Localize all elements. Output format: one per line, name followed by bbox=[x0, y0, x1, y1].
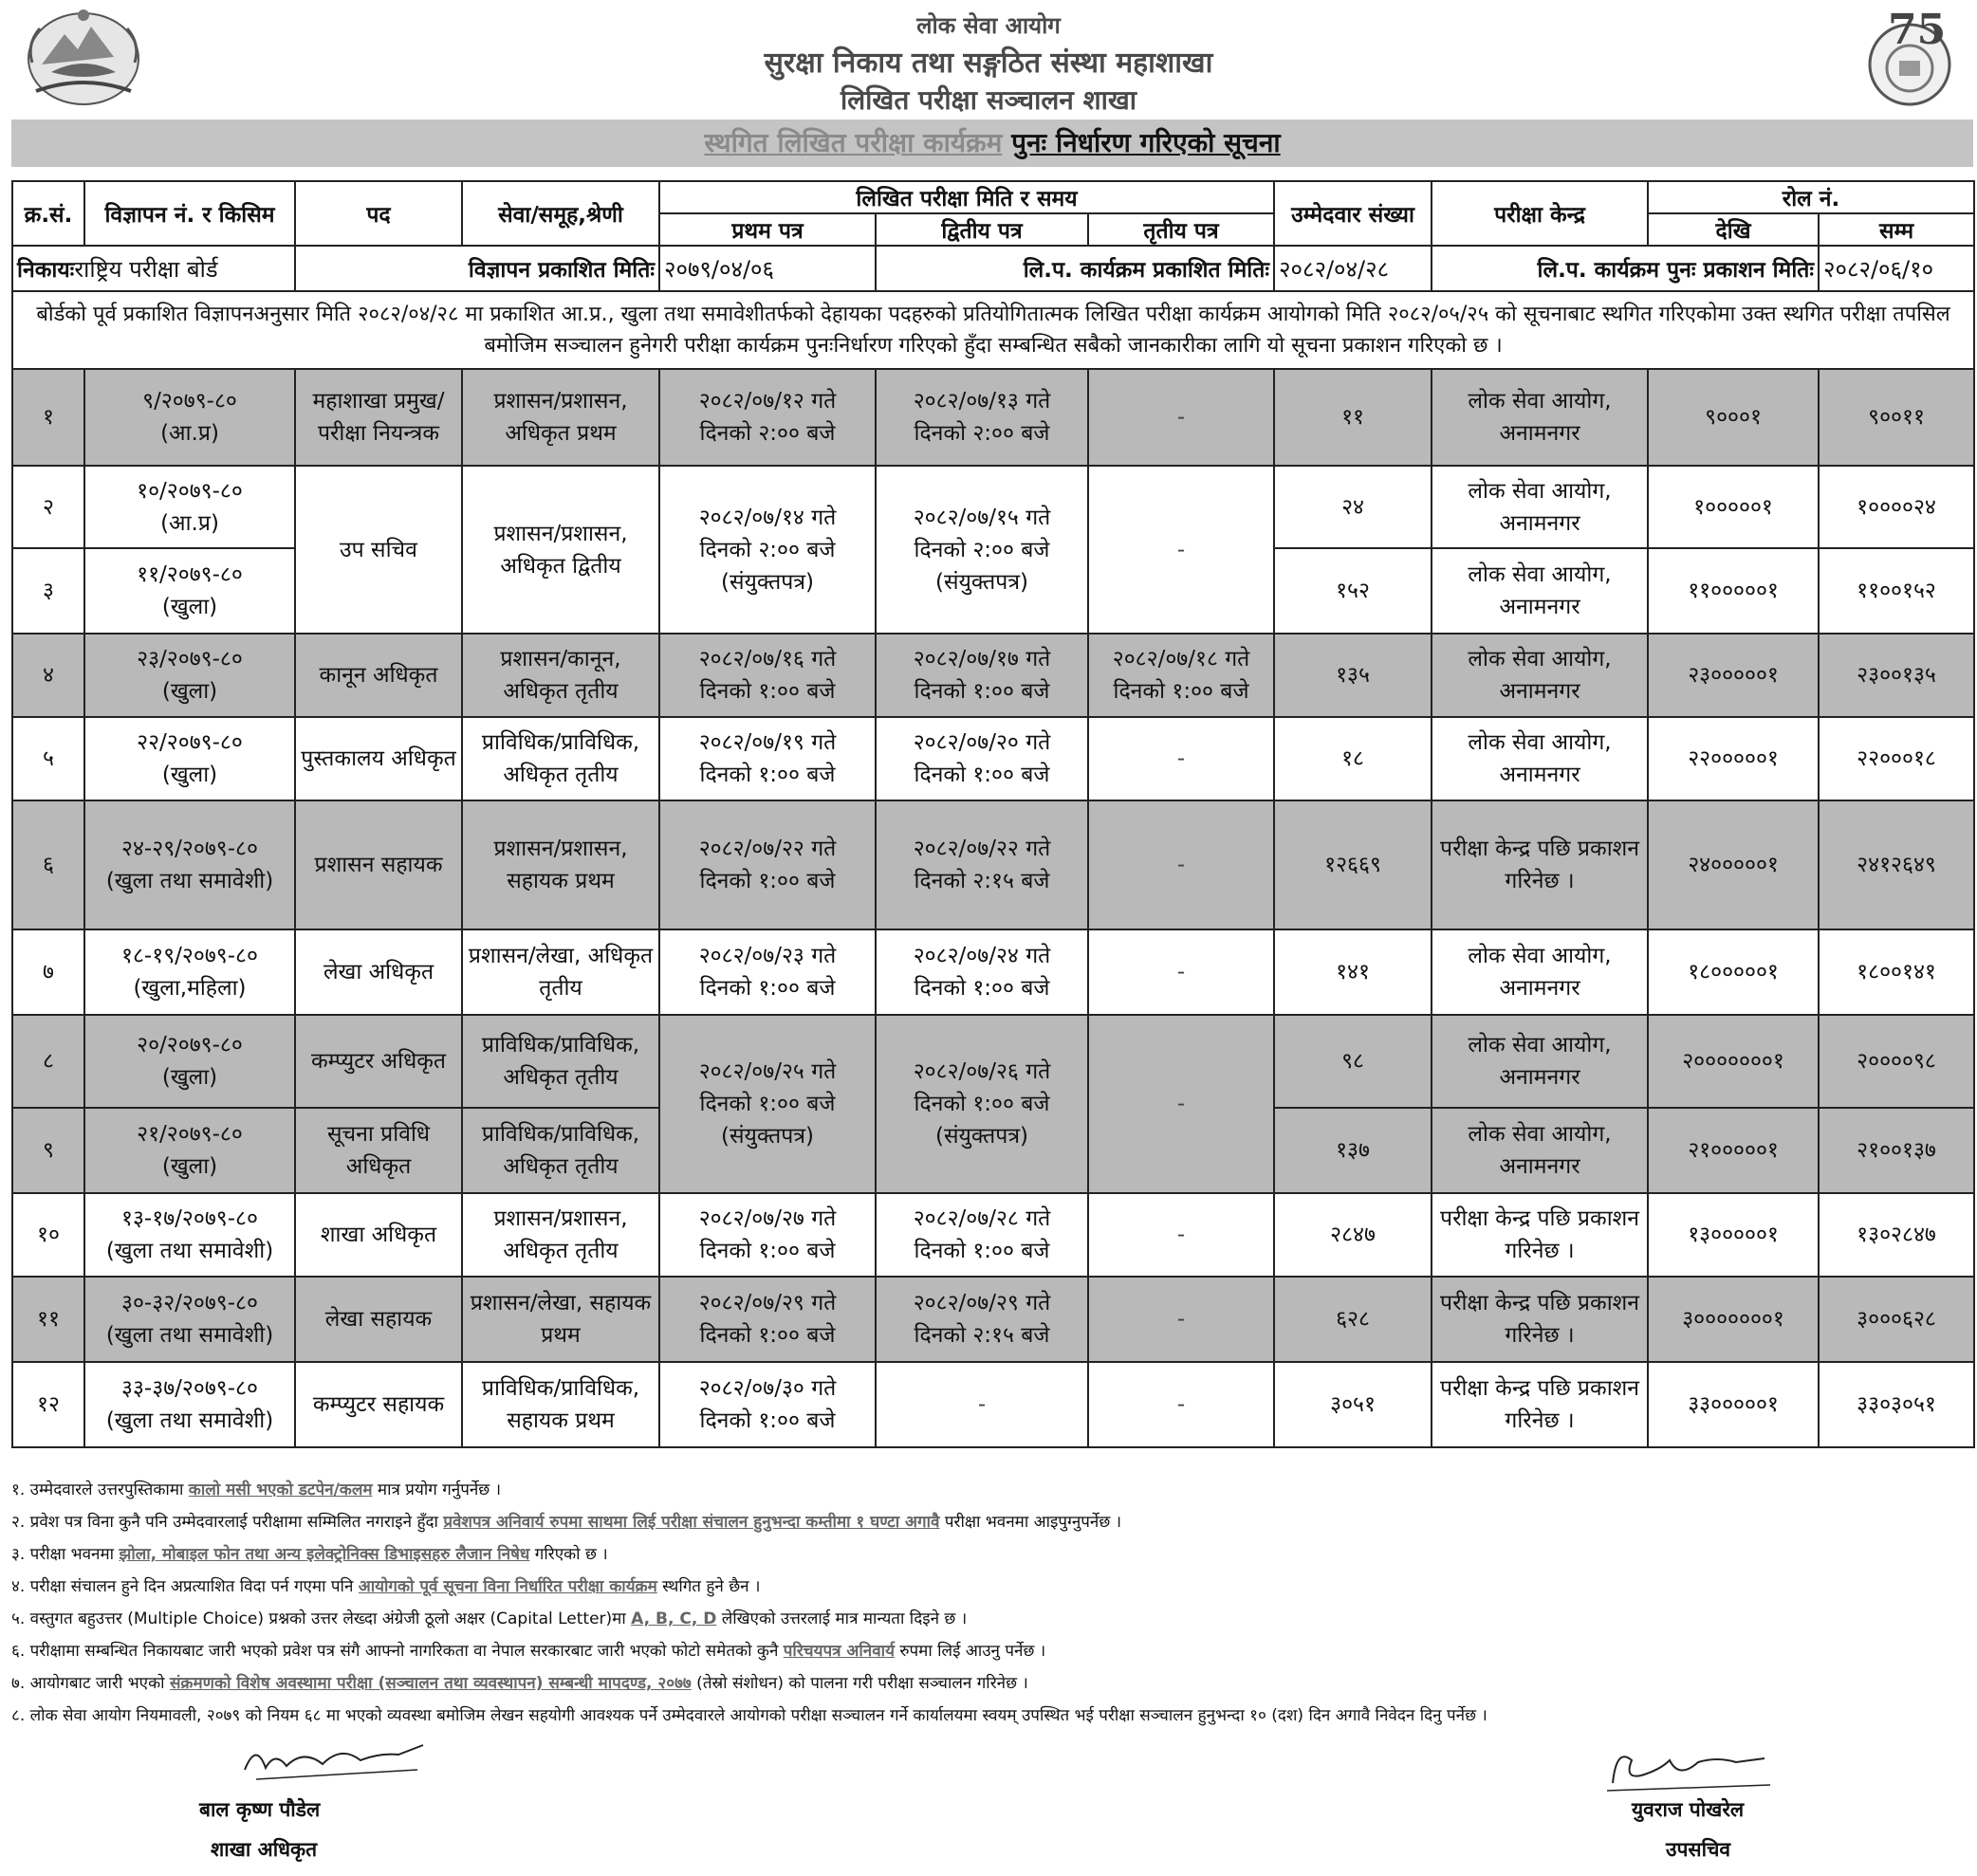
cell-center: लोक सेवा आयोग, अनामनगर bbox=[1432, 369, 1648, 466]
paper-time: दिनको १:०० बजे bbox=[914, 1239, 1050, 1263]
cell-count: २८४७ bbox=[1274, 1193, 1432, 1277]
cell-service: प्रशासन/लेखा, सहायक प्रथम bbox=[462, 1277, 659, 1362]
paper-time: दिनको १:०० बजे bbox=[699, 1408, 836, 1433]
signer-right-name: युवराज पोखरेल bbox=[1632, 1798, 1745, 1821]
cell-service: प्रशासन/प्रशासन, अधिकृत प्रथम bbox=[462, 369, 659, 466]
col-center: परीक्षा केन्द्र bbox=[1432, 181, 1648, 246]
cell-paper3: - bbox=[1088, 929, 1274, 1015]
paper-time: दिनको २:१५ बजे bbox=[914, 869, 1050, 893]
paper-date: २०८२/०७/१२ गते bbox=[698, 389, 837, 414]
cell-roll-to: २२०००१८ bbox=[1819, 717, 1974, 800]
cell-center: लोक सेवा आयोग, अनामनगर bbox=[1432, 548, 1648, 634]
adv-no: ३३-३७/२०७९-८० bbox=[121, 1376, 258, 1401]
cell-adv bbox=[84, 800, 295, 929]
cell-roll-from: १०००००१ bbox=[1648, 466, 1819, 548]
cell-post: लेखा सहायक bbox=[295, 1277, 462, 1362]
note-item: ५. वस्तुगत बहुउत्तर (Multiple Choice) प्रश्नको उत्तर लेख्दा अंग्रेजी ठूलो अक्षर (Capital Letter)मा A, B, C, D लेखिएको उत्तरलाई मात्र मान्यता दिइने छ । bbox=[11, 1609, 968, 1628]
cell-service: प्रशासन/प्रशासन, अधिकृत तृतीय bbox=[462, 1193, 659, 1277]
paper-time: दिनको १:०० बजे bbox=[699, 1323, 836, 1348]
cell-roll-to: २००००९८ bbox=[1819, 1015, 1974, 1108]
cell-sn: ७ bbox=[12, 929, 84, 1015]
cell-paper2 bbox=[876, 800, 1088, 929]
cell-center: परीक्षा केन्द्र पछि प्रकाशन गरिनेछ । bbox=[1432, 1193, 1648, 1277]
cell-roll-from: २४०००००१ bbox=[1648, 800, 1819, 929]
section-name: लिखित परीक्षा सञ्चालन शाखा bbox=[840, 84, 1137, 116]
adv-no: २१/२०७९-८० bbox=[137, 1122, 243, 1147]
paper-date: २०८२/०७/२३ गते bbox=[698, 944, 837, 968]
cell-center: लोक सेवा आयोग, अनामनगर bbox=[1432, 717, 1648, 800]
paper-date: २०८२/०७/२५ गते bbox=[698, 1059, 837, 1084]
cell-paper1 bbox=[659, 634, 876, 717]
paper-time: दिनको १:०० बजे bbox=[699, 869, 836, 893]
paper-date: २०८२/०७/२९ गते bbox=[698, 1291, 837, 1315]
note-item: २. प्रवेश पत्र विना कुनै पनि उम्मेदवारलाई परीक्षामा सम्मिलित नगराइने हुँदा प्रवेशपत्र अनिवार्य रुपमा साथमा लिई परीक्षा संचालन हुनुभन्दा कम्तीमा १ घण्टा अगावै परीक्षा भवनमा आइपुग्नुपर्नेछ । bbox=[11, 1513, 1122, 1532]
adv-no: १३-१७/२०७९-८० bbox=[121, 1206, 258, 1231]
paper-date: २०८२/०७/२४ गते bbox=[913, 944, 1051, 968]
cell-post: कम्प्युटर सहायक bbox=[295, 1362, 462, 1447]
table-row bbox=[12, 1015, 1974, 1108]
paper-date: २०८२/०७/१४ गते bbox=[698, 505, 837, 530]
cell-roll-to: १८००१४१ bbox=[1819, 929, 1974, 1015]
paper-time: दिनको २:१५ बजे bbox=[914, 1323, 1050, 1348]
cell-count: ६२८ bbox=[1274, 1277, 1432, 1362]
cell-paper1 bbox=[659, 1277, 876, 1362]
paper-date: २०८२/०७/२६ गते bbox=[913, 1059, 1051, 1084]
cell-paper3: - bbox=[1088, 800, 1274, 929]
cell-adv bbox=[84, 369, 295, 466]
col-paper3: तृतीय पत्र bbox=[1088, 213, 1274, 246]
adv-type: (खुला तथा समावेशी) bbox=[105, 869, 274, 893]
table-row bbox=[12, 1277, 1974, 1362]
paper-time: दिनको १:०० बजे bbox=[699, 763, 836, 787]
cell-paper3: - bbox=[1088, 466, 1274, 634]
paper-time: दिनको १:०० बजे bbox=[1113, 679, 1249, 704]
cell-post: शाखा अधिकृत bbox=[295, 1193, 462, 1277]
cell-roll-from: १८०००००१ bbox=[1648, 929, 1819, 1015]
adv-no: २३/२०७९-८० bbox=[137, 647, 243, 671]
paper-note: (संयुक्तपत्र) bbox=[720, 1124, 815, 1149]
col-count: उम्मेदवार संख्या bbox=[1274, 181, 1432, 246]
cell-count: १८ bbox=[1274, 717, 1432, 800]
col-roll-to: सम्म bbox=[1819, 213, 1974, 246]
col-paper1: प्रथम पत्र bbox=[659, 213, 876, 246]
table-row bbox=[12, 800, 1974, 929]
col-paper2: द्वितीय पत्र bbox=[876, 213, 1088, 246]
note-item: ८. लोक सेवा आयोग नियमावली, २०७९ को नियम ६८ मा भएको व्यवस्था बमोजिम लेखन सहयोगी आवश्यक पर्ने उम्मेदवारले आयोगको परीक्षा सञ्चालन गर्ने कार्यालयमा स्वयम् उपस्थित भई परीक्षा सञ्चालन हुनुभन्दा १० (दश) दिन अगावै निवेदन दिनु पर्नेछ । bbox=[11, 1706, 1487, 1725]
note-item: ६. परीक्षामा सम्बन्धित निकायबाट जारी भएको प्रवेश पत्र संगै आफ्नो नागरिकता वा नेपाल सरकारबाट जारी भएको फोटो समेतको कुनै परिचयपत्र अनिवार्य रुपमा लिई आउनु पर्नेछ । bbox=[11, 1642, 1046, 1661]
ad-date-label: विज्ञापन प्रकाशित मितिः bbox=[295, 246, 659, 291]
cell-roll-from: ३०००००००१ bbox=[1648, 1277, 1819, 1362]
adv-no: १८-१९/२०७९-८० bbox=[121, 944, 258, 968]
cell-center: लोक सेवा आयोग, अनामनगर bbox=[1432, 1015, 1648, 1108]
cell-service: प्राविधिक/प्राविधिक, अधिकृत तृतीय bbox=[462, 1015, 659, 1108]
paper-note: (संयुक्तपत्र) bbox=[720, 569, 815, 595]
banner-part2: पुनः निर्धारण गरिएको सूचना bbox=[1011, 127, 1281, 158]
cell-center: लोक सेवा आयोग, अनामनगर bbox=[1432, 1108, 1648, 1193]
cell-paper1 bbox=[659, 466, 876, 634]
cell-service: प्राविधिक/प्राविधिक, सहायक प्रथम bbox=[462, 1362, 659, 1447]
adv-type: (खुला,महिला) bbox=[133, 976, 247, 1001]
paper-time: दिनको १:०० बजे bbox=[914, 1092, 1050, 1116]
cell-count: १३७ bbox=[1274, 1108, 1432, 1193]
cell-paper3: - bbox=[1088, 1193, 1274, 1277]
cell-paper2 bbox=[876, 1015, 1088, 1193]
cell-count: १५२ bbox=[1274, 548, 1432, 634]
adv-type: (खुला) bbox=[161, 1154, 218, 1179]
cell-paper3: - bbox=[1088, 369, 1274, 466]
cell-paper2 bbox=[876, 717, 1088, 800]
cell-count: ९८ bbox=[1274, 1015, 1432, 1108]
cell-sn: ८ bbox=[12, 1015, 84, 1108]
paper-date: २०८२/०७/२२ गते bbox=[698, 837, 837, 861]
paper-date: २०८२/०७/१७ गते bbox=[913, 647, 1051, 671]
cell-paper3: - bbox=[1088, 717, 1274, 800]
cell-roll-to: ११००१५२ bbox=[1819, 548, 1974, 634]
cell-center: परीक्षा केन्द्र पछि प्रकाशन गरिनेछ । bbox=[1432, 1362, 1648, 1447]
cell-paper2 bbox=[876, 369, 1088, 466]
meta-row bbox=[12, 246, 1974, 291]
cell-service: प्राविधिक/प्राविधिक, अधिकृत तृतीय bbox=[462, 717, 659, 800]
paper-time: दिनको १:०० बजे bbox=[699, 1239, 836, 1263]
signature-right bbox=[1603, 1741, 1774, 1798]
notice-banner bbox=[11, 120, 1973, 167]
cell-post: प्रशासन सहायक bbox=[295, 800, 462, 929]
cell-sn: ५ bbox=[12, 717, 84, 800]
cell-paper1 bbox=[659, 1015, 876, 1193]
cell-roll-to: २४१२६४९ bbox=[1819, 800, 1974, 929]
division-name: सुरक्षा निकाय तथा सङ्गठित संस्था महाशाखा bbox=[764, 46, 1213, 80]
cell-service: प्रशासन/प्रशासन, सहायक प्रथम bbox=[462, 800, 659, 929]
adv-type: (खुला) bbox=[161, 595, 218, 619]
cell-paper1 bbox=[659, 717, 876, 800]
cell-roll-from: ११०००००१ bbox=[1648, 548, 1819, 634]
cell-count: ३०५१ bbox=[1274, 1362, 1432, 1447]
table-row bbox=[12, 634, 1974, 717]
paper-time: दिनको २:०० बजे bbox=[914, 537, 1050, 562]
cell-paper2 bbox=[876, 929, 1088, 1015]
prog-date-label: लि.प. कार्यक्रम प्रकाशित मितिः bbox=[876, 246, 1274, 291]
cell-roll-to: ३३०३०५१ bbox=[1819, 1362, 1974, 1447]
cell-service: प्राविधिक/प्राविधिक, अधिकृत तृतीय bbox=[462, 1108, 659, 1193]
paper-note: (संयुक्तपत्र) bbox=[934, 569, 1029, 595]
cell-center: लोक सेवा आयोग, अनामनगर bbox=[1432, 634, 1648, 717]
adv-type: (खुला) bbox=[161, 679, 218, 704]
cell-post: महाशाखा प्रमुख/परीक्षा नियन्त्रक bbox=[295, 369, 462, 466]
adv-no: ११/२०७९-८० bbox=[137, 562, 243, 587]
paper-date: २०८२/०७/२२ गते bbox=[913, 837, 1051, 861]
col-exam: लिखित परीक्षा मिति र समय bbox=[659, 181, 1274, 213]
cell-paper1 bbox=[659, 369, 876, 466]
paper-time: दिनको १:०० बजे bbox=[699, 976, 836, 1001]
reprog-date: २०८२/०६/१० bbox=[1819, 246, 1974, 291]
exam-schedule-table bbox=[11, 180, 1975, 1448]
cell-count: ११ bbox=[1274, 369, 1432, 466]
paper-note: (संयुक्तपत्र) bbox=[934, 1124, 1029, 1149]
col-sn: क्र.सं. bbox=[12, 181, 84, 246]
intro-paragraph: बोर्डको पूर्व प्रकाशित विज्ञापनअनुसार मिति २०८२/०४/२८ मा प्रकाशित आ.प्र., खुला तथा समावेशीतर्फको देहायका पदहरुको प्रतियोगितात्मक लिखित परीक्षा कार्यक्रम आयोगको मिति २०८२/०५/२५ को सूचनाबाट स्थगित गरिएकोमा उक्त स्थगित परीक्षा तपसिल बमोजिम सञ्चालन हुनेगरी परीक्षा कार्यक्रम पुनःनिर्धारण गरिएको हुँदा सम्बन्धित सबैको जानकारीका लागि यो सूचना प्रकाशन गरिएको छ । bbox=[12, 291, 1974, 369]
cell-adv bbox=[84, 1277, 295, 1362]
cell-service: प्रशासन/कानून, अधिकृत तृतीय bbox=[462, 634, 659, 717]
cell-roll-from: २१०००००१ bbox=[1648, 1108, 1819, 1193]
paper-date: २०८२/०७/२७ गते bbox=[698, 1206, 837, 1231]
adv-type: (खुला तथा समावेशी) bbox=[105, 1323, 274, 1348]
cell-post: कानून अधिकृत bbox=[295, 634, 462, 717]
cell-paper3: - bbox=[1088, 1015, 1274, 1193]
banner-part1: स्थगित लिखित परीक्षा कार्यक्रम bbox=[704, 127, 1003, 158]
paper-time: दिनको १:०० बजे bbox=[914, 763, 1050, 787]
adv-type: (खुला तथा समावेशी) bbox=[105, 1239, 274, 1263]
adv-no: २४-२९/२०७९-८० bbox=[121, 837, 258, 861]
paper-date: २०८२/०७/१३ गते bbox=[913, 389, 1051, 414]
signature-left bbox=[237, 1732, 427, 1789]
cell-adv bbox=[84, 634, 295, 717]
cell-roll-to: १३०२८४७ bbox=[1819, 1193, 1974, 1277]
cell-center: लोक सेवा आयोग, अनामनगर bbox=[1432, 466, 1648, 548]
cell-service: प्रशासन/लेखा, अधिकृत तृतीय bbox=[462, 929, 659, 1015]
cell-roll-to: २३००१३५ bbox=[1819, 634, 1974, 717]
cell-sn: २ bbox=[12, 466, 84, 548]
adv-no: १०/२०७९-८० bbox=[137, 478, 243, 504]
logo-number: 75 bbox=[1888, 6, 1947, 54]
note-item: १. उम्मेदवारले उत्तरपुस्तिकामा कालो मसी भएको डटपेन/कलम मात्र प्रयोग गर्नुपर्नेछ । bbox=[11, 1481, 502, 1499]
table-row bbox=[12, 369, 1974, 466]
header bbox=[0, 0, 1977, 114]
adv-no: ३०-३२/२०७९-८० bbox=[121, 1291, 258, 1315]
75-years-logo bbox=[1857, 6, 1962, 110]
paper-time: दिनको २:०० बजे bbox=[699, 537, 836, 562]
cell-roll-from: ९०००१ bbox=[1648, 369, 1819, 466]
cell-sn: ३ bbox=[12, 548, 84, 634]
cell-post: कम्प्युटर अधिकृत bbox=[295, 1015, 462, 1108]
cell-paper1 bbox=[659, 1193, 876, 1277]
cell-post: पुस्तकालय अधिकृत bbox=[295, 717, 462, 800]
col-adv: विज्ञापन नं. र किसिम bbox=[84, 181, 295, 246]
cell-post: लेखा अधिकृत bbox=[295, 929, 462, 1015]
cell-service: प्रशासन/प्रशासन, अधिकृत द्वितीय bbox=[462, 466, 659, 634]
cell-adv bbox=[84, 1193, 295, 1277]
prog-date: २०८२/०४/२८ bbox=[1274, 246, 1432, 291]
paper-date: २०८२/०७/३० गते bbox=[698, 1376, 837, 1401]
cell-paper3 bbox=[1088, 634, 1274, 717]
cell-paper3: - bbox=[1088, 1362, 1274, 1447]
cell-adv bbox=[84, 1015, 295, 1108]
paper-time: दिनको १:०० बजे bbox=[699, 1092, 836, 1116]
adv-type: (खुला) bbox=[161, 763, 218, 787]
col-post: पद bbox=[295, 181, 462, 246]
body-value: राष्ट्रिय परीक्षा बोर्ड bbox=[74, 255, 218, 283]
paper-date: २०८२/०७/१९ गते bbox=[698, 730, 837, 755]
cell-paper2 bbox=[876, 1277, 1088, 1362]
cell-roll-from: १३०००००१ bbox=[1648, 1193, 1819, 1277]
table-row bbox=[12, 1362, 1974, 1447]
paper-time: दिनको २:०० बजे bbox=[914, 421, 1050, 446]
cell-roll-to: ३०००६२८ bbox=[1819, 1277, 1974, 1362]
col-roll-from: देखि bbox=[1648, 213, 1819, 246]
paper-time: दिनको १:०० बजे bbox=[914, 679, 1050, 704]
cell-roll-to: १००००२४ bbox=[1819, 466, 1974, 548]
table-row bbox=[12, 929, 1974, 1015]
cell-paper1 bbox=[659, 929, 876, 1015]
table-row bbox=[12, 466, 1974, 548]
cell-adv bbox=[84, 1362, 295, 1447]
cell-sn: ९ bbox=[12, 1108, 84, 1193]
col-service: सेवा/समूह,श्रेणी bbox=[462, 181, 659, 246]
cell-paper1 bbox=[659, 1362, 876, 1447]
cell-roll-from: २३०००००१ bbox=[1648, 634, 1819, 717]
cell-adv bbox=[84, 1108, 295, 1193]
cell-roll-from: ३३०००००१ bbox=[1648, 1362, 1819, 1447]
cell-post: उप सचिव bbox=[295, 466, 462, 634]
adv-type: (आ.प्र) bbox=[160, 510, 219, 536]
paper-date: २०८२/०७/२० गते bbox=[913, 730, 1051, 755]
cell-count: १२६६९ bbox=[1274, 800, 1432, 929]
cell-adv bbox=[84, 548, 295, 634]
paper-date: २०८२/०७/१६ गते bbox=[698, 647, 837, 671]
signer-left-name: बाल कृष्ण पौडेल bbox=[199, 1798, 321, 1821]
cell-sn: ६ bbox=[12, 800, 84, 929]
adv-type: (खुला तथा समावेशी) bbox=[105, 1408, 274, 1433]
signer-left-title: शाखा अधिकृत bbox=[211, 1838, 318, 1861]
paper-date: २०८२/०७/१५ गते bbox=[913, 505, 1051, 530]
ad-date: २०७९/०४/०६ bbox=[659, 246, 876, 291]
cell-sn: ४ bbox=[12, 634, 84, 717]
cell-paper3: - bbox=[1088, 1277, 1274, 1362]
cell-count: १३५ bbox=[1274, 634, 1432, 717]
cell-adv bbox=[84, 717, 295, 800]
cell-paper2 bbox=[876, 1193, 1088, 1277]
adv-no: २२/२०७९-८० bbox=[137, 730, 243, 755]
table-row bbox=[12, 717, 1974, 800]
cell-roll-from: २०००००००१ bbox=[1648, 1015, 1819, 1108]
cell-center: परीक्षा केन्द्र पछि प्रकाशन गरिनेछ । bbox=[1432, 1277, 1648, 1362]
reprog-date-label: लि.प. कार्यक्रम पुनः प्रकाशन मितिः bbox=[1432, 246, 1819, 291]
paper-date: २०८२/०७/२८ गते bbox=[913, 1206, 1051, 1231]
cell-roll-from: २२०००००१ bbox=[1648, 717, 1819, 800]
paper-time: दिनको २:०० बजे bbox=[699, 421, 836, 446]
paper-time: दिनको १:०० बजे bbox=[914, 976, 1050, 1001]
body-label: निकायः bbox=[17, 257, 75, 283]
note-item: ३. परीक्षा भवनमा झोला, मोबाइल फोन तथा अन्य इलेक्ट्रोनिक्स डिभाइसहरु लैजान निषेध गरिएको छ । bbox=[11, 1545, 608, 1564]
cell-sn: १२ bbox=[12, 1362, 84, 1447]
org-name: लोक सेवा आयोग bbox=[916, 12, 1061, 39]
cell-count: २४ bbox=[1274, 466, 1432, 548]
cell-center: परीक्षा केन्द्र पछि प्रकाशन गरिनेछ । bbox=[1432, 800, 1648, 929]
adv-type: (आ.प्र) bbox=[160, 421, 219, 446]
cell-count: १४१ bbox=[1274, 929, 1432, 1015]
cell-sn: १० bbox=[12, 1193, 84, 1277]
cell-sn: १ bbox=[12, 369, 84, 466]
cell-paper1 bbox=[659, 800, 876, 929]
paper-date: २०८२/०७/१८ गते bbox=[1112, 647, 1250, 671]
adv-no: ९/२०७९-८० bbox=[142, 389, 237, 414]
paper-time: दिनको १:०० बजे bbox=[699, 679, 836, 704]
cell-paper2 bbox=[876, 634, 1088, 717]
adv-no: २०/२०७९-८० bbox=[137, 1033, 243, 1058]
signer-right-title: उपसचिव bbox=[1666, 1838, 1731, 1861]
paper-date: २०८२/०७/२९ गते bbox=[913, 1291, 1051, 1315]
cell-post: सूचना प्रविधि अधिकृत bbox=[295, 1108, 462, 1193]
note-item: ४. परीक्षा संचालन हुने दिन अप्रत्याशित विदा पर्न गएमा पनि आयोगको पूर्व सूचना विना निर्धारित परीक्षा कार्यक्रम स्थगित हुने छैन । bbox=[11, 1577, 761, 1596]
note-item: ७. आयोगबाट जारी भएको संक्रमणको विशेष अवस्थामा परीक्षा (सञ्चालन तथा व्यवस्थापन) सम्बन्धी मापदण्ड, २०७७ (तेस्रो संशोधन) को पालना गरी परीक्षा सञ्चालन गरिनेछ । bbox=[11, 1674, 1028, 1693]
cell-adv bbox=[84, 466, 295, 548]
cell-sn: ११ bbox=[12, 1277, 84, 1362]
cell-paper2: - bbox=[876, 1362, 1088, 1447]
adv-type: (खुला) bbox=[161, 1065, 218, 1090]
cell-adv bbox=[84, 929, 295, 1015]
cell-roll-to: ९००११ bbox=[1819, 369, 1974, 466]
col-roll: रोल नं. bbox=[1648, 181, 1974, 213]
notes-list bbox=[11, 1474, 1966, 1732]
cell-center: लोक सेवा आयोग, अनामनगर bbox=[1432, 929, 1648, 1015]
cell-roll-to: २१००१३७ bbox=[1819, 1108, 1974, 1193]
cell-paper2 bbox=[876, 466, 1088, 634]
table-row bbox=[12, 1193, 1974, 1277]
